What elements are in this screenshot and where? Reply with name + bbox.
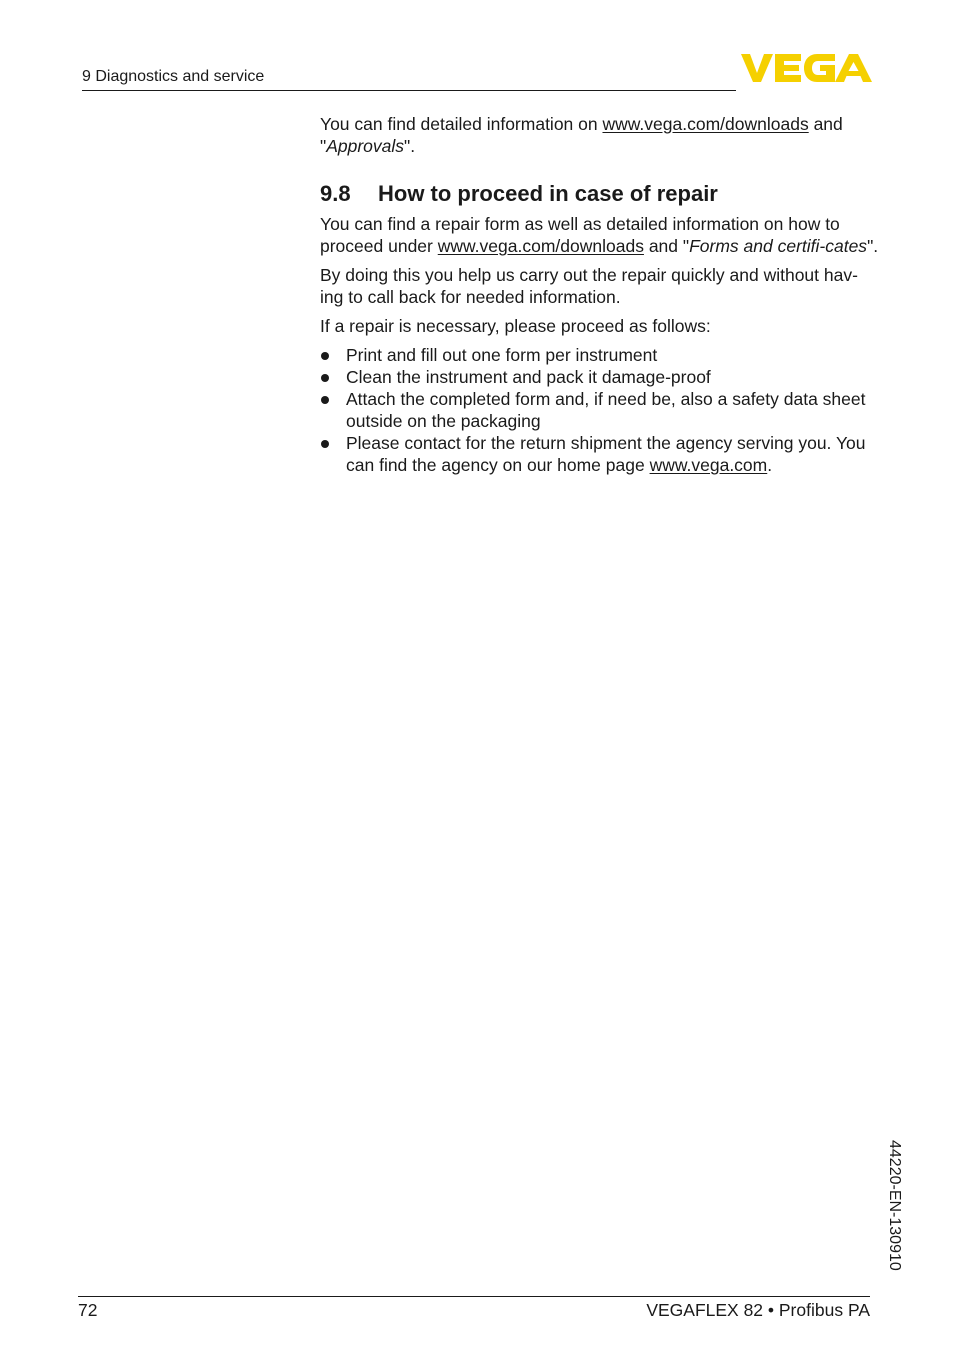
downloads-link[interactable]: www.vega.com/downloads (437, 236, 644, 256)
footer-divider (78, 1296, 870, 1297)
downloads-link[interactable]: www.vega.com/downloads (602, 114, 809, 134)
list-item-text: . (767, 455, 773, 475)
repair-benefit-paragraph: By doing this you help us carry out the repair quickly and without hav-ing to call back for needed information. (320, 265, 858, 307)
vega-logo (741, 53, 872, 83)
intro-text: ". (404, 136, 416, 156)
forms-term: Forms and certifi-cates (689, 236, 868, 256)
section-heading (320, 181, 880, 207)
vega-home-link[interactable]: www.vega.com (649, 455, 768, 475)
paragraph-text: You can find a repair form as well as detailed information on how to proceed under (320, 214, 840, 256)
document-code: 44220-EN-130910 (886, 1140, 903, 1271)
page-number: 72 (78, 1300, 98, 1320)
repair-form-paragraph (320, 213, 880, 257)
header-divider (82, 90, 736, 91)
procedure-intro-paragraph: If a repair is necessary, please proceed as follows: (320, 316, 711, 336)
paragraph-text: ". (867, 236, 879, 256)
list-item: Attach the completed form and, if need be, also a safety data sheet outside on the packaging (320, 388, 880, 432)
list-item: Print and fill out one form per instrument (320, 344, 880, 366)
intro-text: You can find detailed information on (320, 114, 603, 134)
running-header-section: 9 Diagnostics and service (82, 68, 265, 85)
intro-text: and " (320, 114, 843, 156)
section-number: 9.8 (320, 181, 351, 206)
main-content (320, 113, 880, 476)
list-item (320, 432, 880, 476)
repair-steps-list (320, 344, 880, 476)
intro-paragraph (320, 113, 880, 157)
approvals-term: Approvals (326, 136, 405, 156)
section-title: How to proceed in case of repair (378, 181, 718, 206)
list-item: Clean the instrument and pack it damage-proof (320, 366, 880, 388)
paragraph-text: and " (643, 236, 690, 256)
list-item-text: Please contact for the return shipment the agency serving you. You can find the agency on our home page (346, 433, 866, 475)
product-name: VEGAFLEX 82 • Profibus PA (646, 1300, 870, 1320)
